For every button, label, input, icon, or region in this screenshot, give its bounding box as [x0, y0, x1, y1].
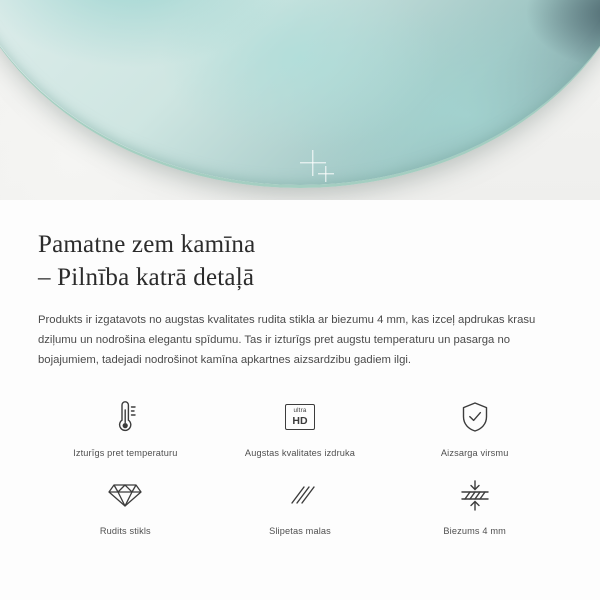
- feature-label: Slipetas malas: [269, 526, 331, 537]
- feature-item: [38, 474, 213, 536]
- polished-edges-icon: [279, 474, 321, 516]
- feature-item: [387, 474, 562, 536]
- feature-label: Aizsarga virsmu: [440, 448, 509, 459]
- feature-item: [38, 396, 213, 458]
- feature-item: [213, 396, 388, 458]
- thickness-icon: [454, 474, 496, 516]
- feature-label: Biezums 4 mm: [443, 526, 506, 537]
- ultra-hd-bottom-text: HD: [292, 414, 308, 427]
- feature-label: Augstas kvalitates izdruka: [244, 448, 356, 459]
- feature-label: Rudits stikls: [99, 526, 151, 537]
- glass-panel: [0, 0, 600, 188]
- diamond-icon: [104, 474, 146, 516]
- headline-line-1: Pamatne zem kamīna: [38, 231, 256, 258]
- content-area: [0, 200, 600, 536]
- ultra-hd-icon: [279, 396, 321, 438]
- headline-line-2: – Pilnība katrā detaļā: [38, 264, 255, 291]
- marble-artwork: [0, 0, 600, 185]
- feature-label: Izturīgs pret temperaturu: [73, 448, 178, 459]
- feature-grid: [38, 396, 562, 536]
- body-paragraph: Produkts ir izgatavots no augstas kvalitates rudita stikla ar biezumu 4 mm, kas izceļ apdrukas krasu dziļumu un nodrošina elegantu spīdumu. Tas ir izturīgs pret augstu temperaturu un pasarga no bojajumiem, tadejadi nodrošinot kamīna apkartnes aizsardzibu gadiem ilgi.: [38, 314, 536, 367]
- hero-image: [0, 0, 600, 200]
- feature-item: [387, 396, 562, 458]
- shield-check-icon: [454, 396, 496, 438]
- feature-item: [213, 474, 388, 536]
- ultra-hd-top-text: ultra: [293, 407, 307, 415]
- thermometer-icon: [104, 396, 146, 438]
- page-title: [38, 228, 562, 294]
